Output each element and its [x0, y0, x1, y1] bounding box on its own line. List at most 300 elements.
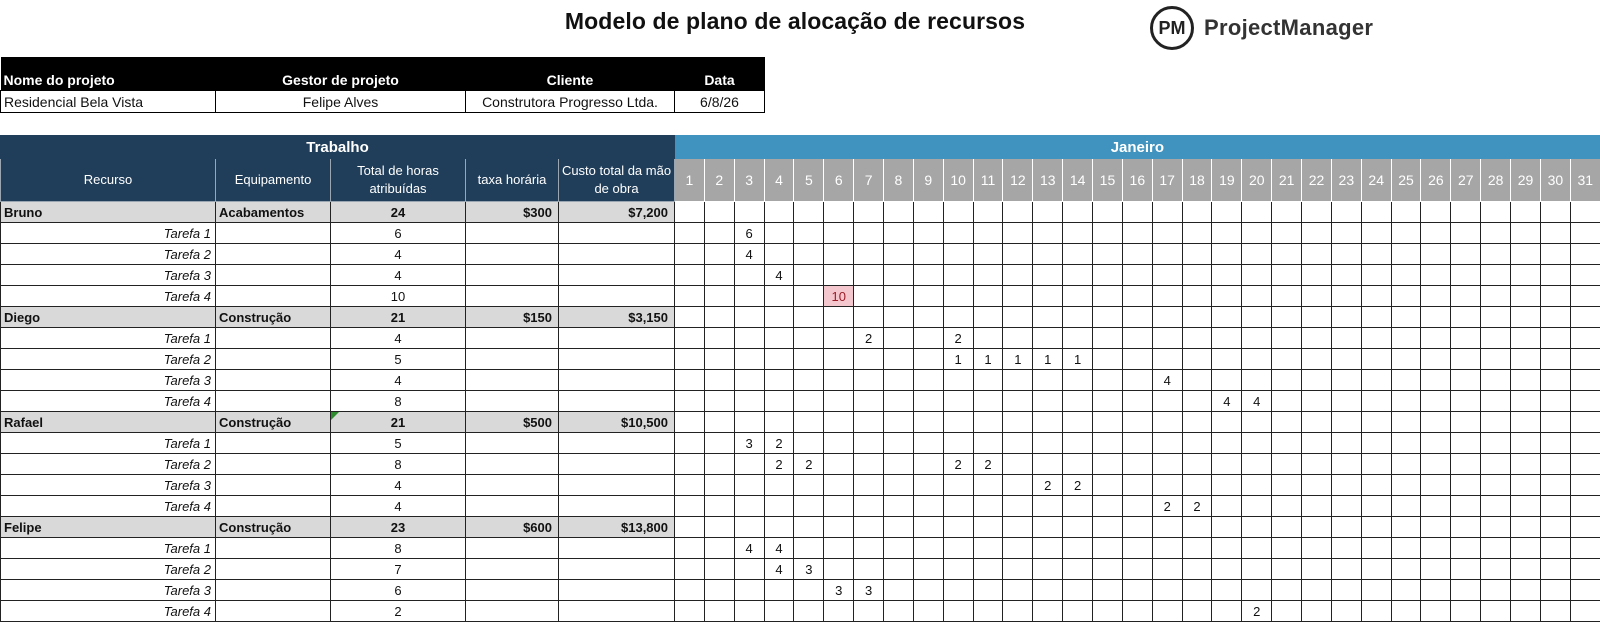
day-cell[interactable] [794, 517, 824, 538]
day-cell[interactable] [1302, 349, 1332, 370]
day-cell[interactable] [1302, 517, 1332, 538]
day-cell[interactable] [1212, 454, 1242, 475]
day-cell[interactable] [1540, 517, 1570, 538]
day-cell[interactable] [1331, 559, 1361, 580]
day-cell[interactable] [1212, 265, 1242, 286]
day-cell[interactable] [675, 601, 705, 622]
day-cell[interactable] [794, 580, 824, 601]
day-cell[interactable]: 4 [734, 244, 764, 265]
day-cell[interactable] [1361, 517, 1391, 538]
day-cell[interactable] [1391, 538, 1421, 559]
day-cell[interactable] [854, 223, 884, 244]
day-cell[interactable] [1182, 475, 1212, 496]
day-cell[interactable] [1511, 349, 1541, 370]
day-cell[interactable] [884, 538, 914, 559]
day-cell[interactable] [1063, 391, 1093, 412]
task-label-cell[interactable]: Tarefa 3 [1, 370, 216, 391]
day-cell[interactable] [1511, 580, 1541, 601]
day-cell[interactable] [854, 517, 884, 538]
day-cell[interactable] [884, 202, 914, 223]
day-cell[interactable] [1122, 433, 1152, 454]
day-cell[interactable] [1302, 454, 1332, 475]
day-cell[interactable] [1361, 286, 1391, 307]
day-cell[interactable] [1540, 202, 1570, 223]
day-cell[interactable] [1421, 286, 1451, 307]
day-cell[interactable] [1331, 580, 1361, 601]
day-cell[interactable] [854, 433, 884, 454]
day-cell[interactable] [1391, 475, 1421, 496]
day-cell[interactable] [1272, 307, 1302, 328]
day-cell[interactable] [1302, 475, 1332, 496]
task-equipment-cell[interactable] [216, 223, 331, 244]
day-cell[interactable] [1122, 496, 1152, 517]
day-cell[interactable] [1331, 265, 1361, 286]
day-cell[interactable] [1451, 244, 1481, 265]
day-cell[interactable] [943, 286, 973, 307]
day-cell[interactable] [1570, 244, 1600, 265]
day-cell[interactable] [1391, 328, 1421, 349]
day-cell[interactable] [973, 559, 1003, 580]
day-cell[interactable] [1033, 559, 1063, 580]
day-cell[interactable] [675, 286, 705, 307]
day-cell[interactable] [1033, 328, 1063, 349]
day-cell[interactable] [1122, 307, 1152, 328]
day-cell[interactable] [1451, 559, 1481, 580]
day-cell[interactable] [884, 328, 914, 349]
day-cell[interactable] [1212, 307, 1242, 328]
day-cell[interactable] [824, 349, 854, 370]
day-cell[interactable] [973, 412, 1003, 433]
day-cell[interactable] [913, 496, 943, 517]
day-cell[interactable] [794, 538, 824, 559]
task-label-cell[interactable]: Tarefa 3 [1, 580, 216, 601]
day-cell[interactable] [734, 517, 764, 538]
day-cell[interactable] [1481, 286, 1511, 307]
day-cell[interactable] [913, 328, 943, 349]
day-cell[interactable] [1331, 223, 1361, 244]
day-cell[interactable] [1302, 433, 1332, 454]
resource-name-cell[interactable]: Diego [1, 307, 216, 328]
day-cell[interactable] [1212, 244, 1242, 265]
day-cell[interactable] [704, 265, 734, 286]
day-cell[interactable] [1331, 412, 1361, 433]
day-cell[interactable] [764, 475, 794, 496]
day-cell[interactable] [1391, 223, 1421, 244]
day-cell[interactable] [1033, 454, 1063, 475]
day-cell[interactable] [1421, 412, 1451, 433]
task-equipment-cell[interactable] [216, 454, 331, 475]
day-cell[interactable] [1481, 538, 1511, 559]
day-cell[interactable] [913, 244, 943, 265]
day-cell[interactable] [764, 307, 794, 328]
day-cell[interactable] [704, 475, 734, 496]
day-cell[interactable] [675, 433, 705, 454]
day-cell[interactable] [973, 286, 1003, 307]
day-cell[interactable] [1272, 454, 1302, 475]
day-cell[interactable] [1003, 538, 1033, 559]
equipment-cell[interactable]: Acabamentos [216, 202, 331, 223]
day-cell[interactable] [1033, 370, 1063, 391]
day-cell[interactable] [1152, 391, 1182, 412]
task-equipment-cell[interactable] [216, 286, 331, 307]
day-cell[interactable] [1302, 286, 1332, 307]
day-cell[interactable] [1093, 202, 1123, 223]
day-cell[interactable] [913, 265, 943, 286]
day-cell[interactable] [1093, 286, 1123, 307]
day-cell[interactable] [854, 391, 884, 412]
day-cell[interactable] [675, 307, 705, 328]
day-cell[interactable] [1361, 349, 1391, 370]
day-cell[interactable] [1540, 496, 1570, 517]
day-cell[interactable] [1451, 496, 1481, 517]
day-cell[interactable] [1451, 202, 1481, 223]
day-cell[interactable] [1570, 286, 1600, 307]
day-cell[interactable] [675, 475, 705, 496]
day-cell[interactable] [1063, 223, 1093, 244]
task-label-cell[interactable]: Tarefa 4 [1, 496, 216, 517]
day-cell[interactable] [734, 454, 764, 475]
day-cell[interactable] [675, 265, 705, 286]
day-cell[interactable] [1391, 244, 1421, 265]
task-rate-cell[interactable] [466, 475, 559, 496]
day-cell[interactable]: 2 [1152, 496, 1182, 517]
day-cell[interactable] [1302, 391, 1332, 412]
day-cell[interactable] [1272, 412, 1302, 433]
day-cell[interactable] [1242, 307, 1272, 328]
day-cell[interactable] [1331, 244, 1361, 265]
day-cell[interactable] [1481, 265, 1511, 286]
day-cell[interactable] [1212, 328, 1242, 349]
day-cell[interactable] [1033, 496, 1063, 517]
day-cell[interactable] [1331, 349, 1361, 370]
day-cell[interactable] [734, 370, 764, 391]
day-cell[interactable] [884, 517, 914, 538]
day-cell[interactable] [1540, 580, 1570, 601]
day-cell[interactable] [1182, 433, 1212, 454]
day-cell[interactable] [973, 517, 1003, 538]
day-cell[interactable] [1063, 370, 1093, 391]
day-cell[interactable] [675, 202, 705, 223]
day-cell[interactable] [1063, 412, 1093, 433]
day-cell[interactable] [1391, 412, 1421, 433]
day-cell[interactable] [943, 517, 973, 538]
day-cell[interactable] [1152, 580, 1182, 601]
task-label-cell[interactable]: Tarefa 2 [1, 244, 216, 265]
day-cell[interactable] [1570, 349, 1600, 370]
day-cell[interactable] [1570, 391, 1600, 412]
day-cell[interactable] [1212, 433, 1242, 454]
day-cell[interactable] [854, 601, 884, 622]
day-cell[interactable] [1331, 454, 1361, 475]
day-cell[interactable] [1122, 475, 1152, 496]
day-cell[interactable] [1033, 202, 1063, 223]
day-cell[interactable] [1481, 496, 1511, 517]
day-cell[interactable] [734, 307, 764, 328]
day-cell[interactable] [1033, 307, 1063, 328]
task-rate-cell[interactable] [466, 328, 559, 349]
day-cell[interactable] [1242, 370, 1272, 391]
day-cell[interactable] [1451, 370, 1481, 391]
day-cell[interactable] [884, 223, 914, 244]
day-cell[interactable] [824, 433, 854, 454]
day-cell[interactable] [973, 202, 1003, 223]
day-cell[interactable] [704, 601, 734, 622]
task-rate-cell[interactable] [466, 391, 559, 412]
day-cell[interactable] [824, 307, 854, 328]
task-label-cell[interactable]: Tarefa 4 [1, 601, 216, 622]
day-cell[interactable]: 3 [734, 433, 764, 454]
day-cell[interactable] [1272, 244, 1302, 265]
day-cell[interactable] [1242, 349, 1272, 370]
day-cell[interactable] [1302, 202, 1332, 223]
day-cell[interactable] [1511, 433, 1541, 454]
day-cell[interactable]: 2 [973, 454, 1003, 475]
day-cell[interactable] [675, 412, 705, 433]
day-cell[interactable] [1570, 538, 1600, 559]
day-cell[interactable] [1182, 202, 1212, 223]
day-cell[interactable] [1570, 370, 1600, 391]
day-cell[interactable] [1003, 580, 1033, 601]
day-cell[interactable] [1481, 433, 1511, 454]
day-cell[interactable] [824, 496, 854, 517]
day-cell[interactable]: 4 [764, 538, 794, 559]
day-cell[interactable] [1212, 370, 1242, 391]
day-cell[interactable] [794, 223, 824, 244]
task-rate-cell[interactable] [466, 349, 559, 370]
day-cell[interactable] [704, 391, 734, 412]
day-cell[interactable] [794, 202, 824, 223]
day-cell[interactable] [1093, 496, 1123, 517]
day-cell[interactable] [884, 475, 914, 496]
day-cell[interactable] [1361, 328, 1391, 349]
day-cell[interactable]: 1 [943, 349, 973, 370]
day-cell[interactable] [1540, 244, 1570, 265]
day-cell[interactable] [973, 580, 1003, 601]
day-cell[interactable] [913, 538, 943, 559]
day-cell[interactable] [1421, 244, 1451, 265]
day-cell[interactable] [1361, 391, 1391, 412]
day-cell[interactable] [943, 265, 973, 286]
project-name-cell[interactable]: Residencial Bela Vista [1, 91, 216, 113]
day-cell[interactable] [854, 202, 884, 223]
day-cell[interactable] [1182, 370, 1212, 391]
day-cell[interactable] [1570, 601, 1600, 622]
day-cell[interactable] [794, 328, 824, 349]
day-cell[interactable] [734, 328, 764, 349]
day-cell[interactable] [1421, 223, 1451, 244]
day-cell[interactable] [1391, 580, 1421, 601]
day-cell[interactable] [1302, 496, 1332, 517]
day-cell[interactable] [913, 475, 943, 496]
client-cell[interactable]: Construtora Progresso Ltda. [466, 91, 675, 113]
day-cell[interactable] [764, 391, 794, 412]
day-cell[interactable] [1511, 559, 1541, 580]
day-cell[interactable] [1063, 496, 1093, 517]
day-cell[interactable] [1272, 370, 1302, 391]
day-cell[interactable] [1242, 433, 1272, 454]
task-label-cell[interactable]: Tarefa 4 [1, 391, 216, 412]
day-cell[interactable] [1391, 433, 1421, 454]
day-cell[interactable] [1302, 265, 1332, 286]
day-cell[interactable] [764, 496, 794, 517]
day-cell[interactable] [1421, 454, 1451, 475]
day-cell[interactable] [1511, 202, 1541, 223]
task-label-cell[interactable]: Tarefa 1 [1, 328, 216, 349]
day-cell[interactable] [1152, 244, 1182, 265]
day-cell[interactable] [1003, 517, 1033, 538]
day-cell[interactable] [704, 202, 734, 223]
day-cell[interactable] [973, 265, 1003, 286]
day-cell[interactable] [1481, 370, 1511, 391]
day-cell[interactable] [1182, 349, 1212, 370]
day-cell[interactable] [764, 601, 794, 622]
day-cell[interactable] [884, 349, 914, 370]
task-equipment-cell[interactable] [216, 328, 331, 349]
day-cell[interactable] [734, 349, 764, 370]
day-cell[interactable] [913, 391, 943, 412]
day-cell[interactable] [704, 412, 734, 433]
day-cell[interactable] [704, 286, 734, 307]
day-cell[interactable] [1361, 454, 1391, 475]
day-cell[interactable] [1182, 601, 1212, 622]
day-cell[interactable] [1093, 538, 1123, 559]
day-cell[interactable] [1272, 496, 1302, 517]
day-cell[interactable] [1212, 223, 1242, 244]
day-cell[interactable] [1391, 601, 1421, 622]
day-cell[interactable] [1511, 328, 1541, 349]
day-cell[interactable] [1122, 202, 1152, 223]
day-cell[interactable] [1033, 244, 1063, 265]
day-cell[interactable] [1122, 223, 1152, 244]
day-cell[interactable]: 2 [1242, 601, 1272, 622]
day-cell[interactable] [1242, 265, 1272, 286]
day-cell[interactable] [1152, 538, 1182, 559]
day-cell[interactable] [1540, 559, 1570, 580]
day-cell[interactable] [854, 496, 884, 517]
day-cell[interactable] [1451, 475, 1481, 496]
day-cell[interactable] [1003, 370, 1033, 391]
day-cell[interactable] [854, 244, 884, 265]
day-cell[interactable] [734, 412, 764, 433]
day-cell[interactable]: 1 [1063, 349, 1093, 370]
day-cell[interactable] [1122, 286, 1152, 307]
day-cell[interactable] [1361, 244, 1391, 265]
day-cell[interactable] [1003, 475, 1033, 496]
day-cell[interactable] [1033, 433, 1063, 454]
day-cell[interactable] [1182, 286, 1212, 307]
day-cell[interactable] [1003, 328, 1033, 349]
day-cell[interactable] [704, 580, 734, 601]
day-cell[interactable] [1421, 328, 1451, 349]
day-cell[interactable] [1063, 580, 1093, 601]
day-cell[interactable] [854, 475, 884, 496]
day-cell[interactable] [675, 517, 705, 538]
day-cell[interactable] [675, 349, 705, 370]
day-cell[interactable] [764, 580, 794, 601]
day-cell[interactable] [1302, 601, 1332, 622]
day-cell[interactable] [794, 433, 824, 454]
task-label-cell[interactable]: Tarefa 2 [1, 349, 216, 370]
day-cell[interactable] [913, 307, 943, 328]
day-cell[interactable] [1302, 307, 1332, 328]
day-cell[interactable] [1003, 454, 1033, 475]
day-cell[interactable] [1421, 370, 1451, 391]
day-cell[interactable] [1033, 412, 1063, 433]
equipment-cell[interactable]: Construção [216, 412, 331, 433]
task-rate-cell[interactable] [466, 580, 559, 601]
day-cell[interactable]: 3 [794, 559, 824, 580]
day-cell[interactable]: 2 [764, 433, 794, 454]
day-cell[interactable] [1093, 601, 1123, 622]
day-cell[interactable] [884, 496, 914, 517]
day-cell[interactable] [1212, 475, 1242, 496]
day-cell[interactable]: 2 [1063, 475, 1093, 496]
day-cell[interactable] [913, 559, 943, 580]
day-cell[interactable] [1302, 538, 1332, 559]
day-cell[interactable] [1361, 202, 1391, 223]
day-cell[interactable] [1540, 370, 1570, 391]
day-cell[interactable] [854, 349, 884, 370]
day-cell[interactable] [704, 349, 734, 370]
day-cell[interactable] [1451, 286, 1481, 307]
day-cell[interactable] [1451, 307, 1481, 328]
day-cell[interactable] [1451, 454, 1481, 475]
day-cell[interactable] [764, 370, 794, 391]
day-cell[interactable] [1272, 265, 1302, 286]
day-cell[interactable] [1272, 580, 1302, 601]
day-cell[interactable] [794, 307, 824, 328]
day-cell[interactable] [1003, 433, 1033, 454]
day-cell[interactable] [1093, 244, 1123, 265]
day-cell[interactable] [1421, 307, 1451, 328]
resource-name-cell[interactable]: Rafael [1, 412, 216, 433]
day-cell[interactable] [1481, 559, 1511, 580]
day-cell[interactable] [913, 223, 943, 244]
day-cell[interactable] [1093, 328, 1123, 349]
day-cell[interactable] [1570, 307, 1600, 328]
day-cell[interactable]: 4 [734, 538, 764, 559]
day-cell[interactable] [1331, 496, 1361, 517]
day-cell[interactable] [1212, 496, 1242, 517]
day-cell[interactable] [1570, 496, 1600, 517]
task-label-cell[interactable]: Tarefa 1 [1, 538, 216, 559]
day-cell[interactable] [1003, 265, 1033, 286]
day-cell[interactable] [1122, 559, 1152, 580]
day-cell[interactable] [973, 307, 1003, 328]
day-cell[interactable]: 4 [1242, 391, 1272, 412]
day-cell[interactable] [1093, 475, 1123, 496]
day-cell[interactable] [1033, 223, 1063, 244]
day-cell[interactable] [1391, 202, 1421, 223]
day-cell[interactable] [1391, 559, 1421, 580]
day-cell[interactable] [1331, 517, 1361, 538]
day-cell[interactable] [854, 307, 884, 328]
day-cell[interactable] [1093, 559, 1123, 580]
day-cell[interactable] [1242, 412, 1272, 433]
day-cell[interactable] [1540, 307, 1570, 328]
day-cell[interactable] [1122, 412, 1152, 433]
day-cell[interactable] [675, 559, 705, 580]
day-cell[interactable] [943, 370, 973, 391]
day-cell[interactable] [1093, 370, 1123, 391]
day-cell[interactable] [1212, 538, 1242, 559]
day-cell[interactable] [1511, 475, 1541, 496]
day-cell[interactable] [854, 538, 884, 559]
day-cell[interactable] [1540, 433, 1570, 454]
task-rate-cell[interactable] [466, 496, 559, 517]
day-cell[interactable] [764, 517, 794, 538]
day-cell[interactable] [943, 496, 973, 517]
